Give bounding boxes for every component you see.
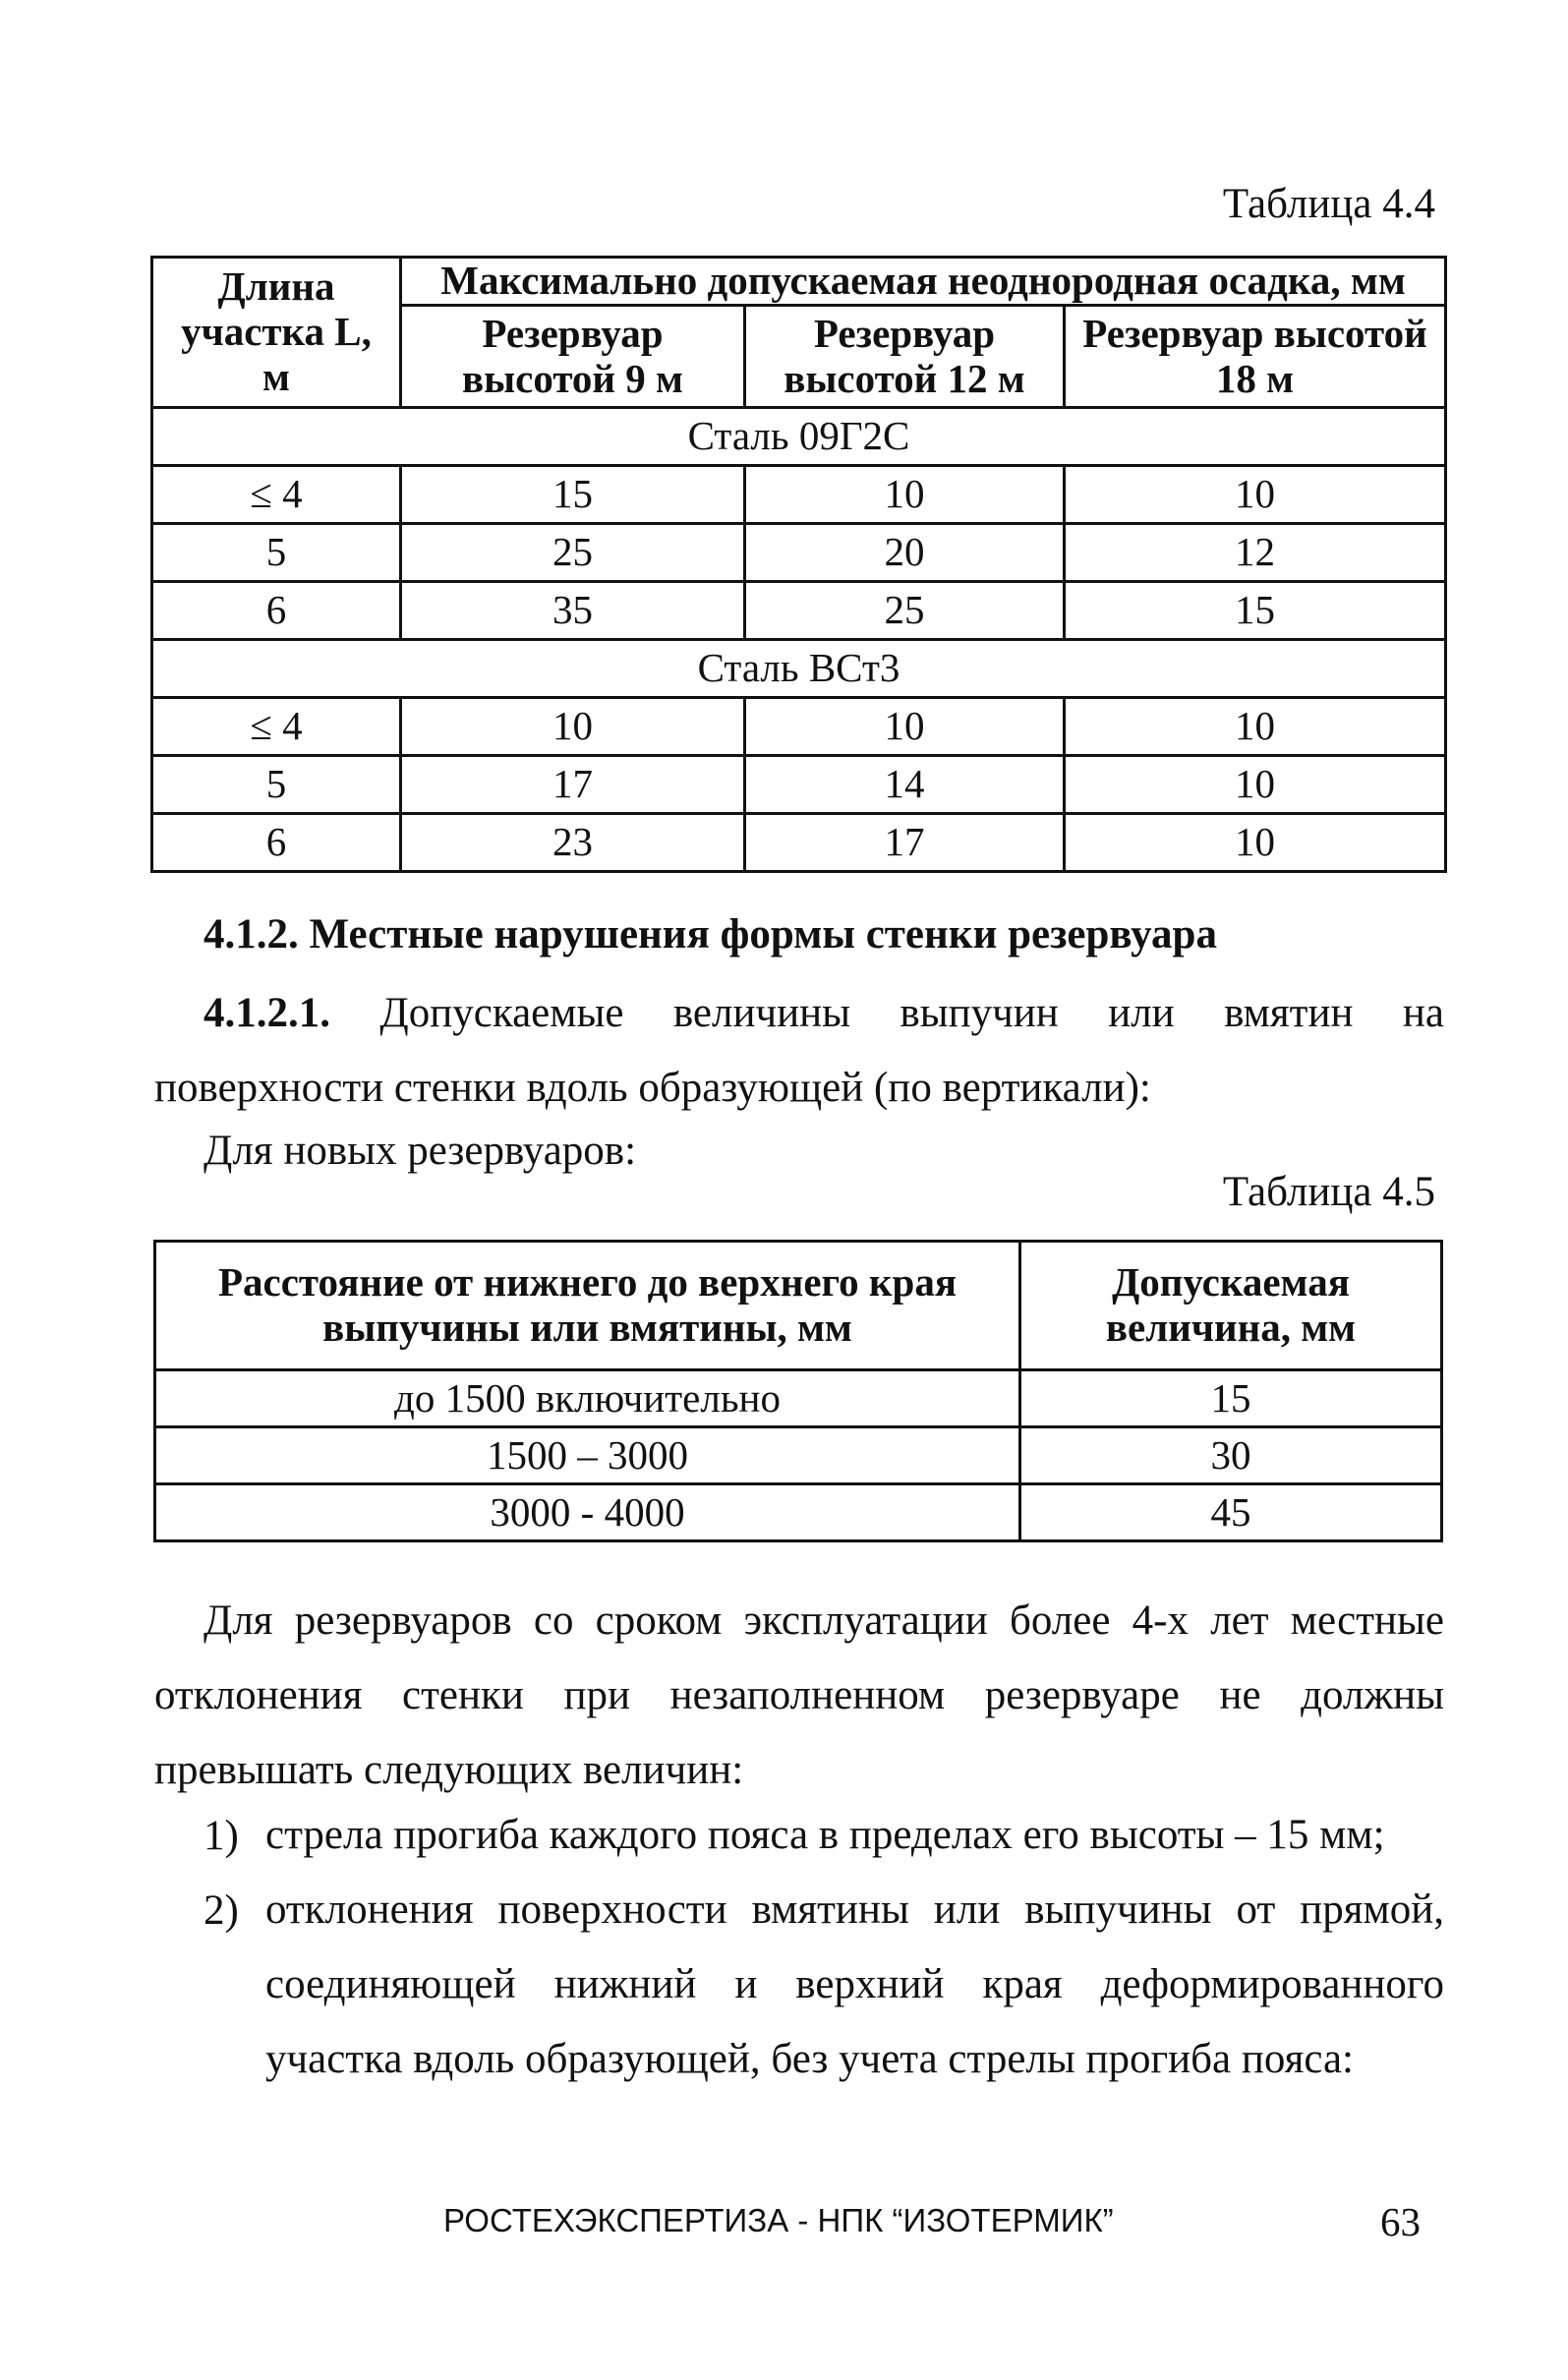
table-cell: 5 bbox=[152, 756, 401, 814]
table-cell: 10 bbox=[1065, 698, 1446, 756]
table-4-5-value-header: Допускаемая величина, мм bbox=[1020, 1242, 1442, 1370]
table-cell: 17 bbox=[401, 756, 745, 814]
table-4-4-section-title: Сталь ВСт3 bbox=[152, 640, 1446, 698]
table-row bbox=[152, 756, 1446, 814]
new-tanks-label: Для новых резервуаров: bbox=[203, 1128, 637, 1174]
table-cell: 25 bbox=[745, 582, 1065, 640]
table-cell: 12 bbox=[1065, 524, 1446, 582]
table-4-4 bbox=[150, 256, 1447, 873]
table-cell: 14 bbox=[745, 756, 1065, 814]
clause-paragraph bbox=[154, 976, 1444, 1126]
list-item-number: 2) bbox=[203, 1887, 239, 1934]
old-tanks-paragraph: Для резервуаров со сроком эксплуатации более 4-х лет местные отклонения стенки при незаполненном резервуаре не должны превышать следующих величин: bbox=[154, 1597, 1444, 1793]
table-4-5 bbox=[153, 1240, 1443, 1542]
table-cell: 25 bbox=[401, 524, 745, 582]
table-cell: 10 bbox=[1065, 756, 1446, 814]
table-cell: 5 bbox=[152, 524, 401, 582]
table-cell: 6 bbox=[152, 582, 401, 640]
table-cell: 20 bbox=[745, 524, 1065, 582]
table-cell: 30 bbox=[1020, 1427, 1442, 1484]
table-4-4-subheader: Резервуар высотой 18 м bbox=[1065, 306, 1446, 408]
table-row bbox=[152, 524, 1446, 582]
table-4-4-section-title: Сталь 09Г2С bbox=[152, 408, 1446, 466]
table-row bbox=[152, 698, 1446, 756]
table-4-5-caption: Таблица 4.5 bbox=[1222, 1169, 1435, 1215]
table-cell: 10 bbox=[745, 466, 1065, 524]
table-4-4-subheader: Резервуар высотой 12 м bbox=[745, 306, 1065, 408]
footer-text: РОСТЕХЭКСПЕРТИЗА - НПК “ИЗОТЕРМИК” bbox=[443, 2202, 1114, 2238]
table-cell: 10 bbox=[401, 698, 745, 756]
table-4-4-subheader: Резервуар высотой 9 м bbox=[401, 306, 745, 408]
section-heading: 4.1.2. Местные нарушения формы стенки резервуара bbox=[203, 911, 1217, 958]
table-cell: 1500 – 3000 bbox=[155, 1427, 1020, 1484]
clause-text: Допускаемые величины выпучин или вмятин на поверхности стенки вдоль образующей (по вертикали): bbox=[154, 990, 1444, 1111]
table-4-5-distance-header: Расстояние от нижнего до верхнего края выпучины или вмятины, мм bbox=[155, 1242, 1020, 1370]
table-cell: 10 bbox=[1065, 814, 1446, 872]
table-cell: 15 bbox=[401, 466, 745, 524]
table-cell: 17 bbox=[745, 814, 1065, 872]
list-item: стрела прогиба каждого пояса в пределах его высоты – 15 мм; bbox=[265, 1812, 1385, 1858]
table-cell: 6 bbox=[152, 814, 401, 872]
table-cell: 10 bbox=[745, 698, 1065, 756]
list-item: отклонения поверхности вмятины или выпучины от прямой, соединяющей нижний и верхний края деформированного участка вдоль образующей, без учета стрелы прогиба пояса: bbox=[265, 1887, 1444, 2082]
table-cell: до 1500 включительно bbox=[155, 1370, 1020, 1427]
table-cell: 35 bbox=[401, 582, 745, 640]
table-4-4-caption: Таблица 4.4 bbox=[1222, 181, 1435, 227]
list-item-number: 1) bbox=[203, 1813, 239, 1859]
table-cell: ≤ 4 bbox=[152, 698, 401, 756]
table-4-4-length-header: Длина участка L, м bbox=[152, 258, 401, 408]
table-row bbox=[152, 814, 1446, 872]
table-cell: 15 bbox=[1020, 1370, 1442, 1427]
page-number: 63 bbox=[1380, 2199, 1421, 2244]
table-row bbox=[155, 1427, 1442, 1484]
table-cell: 10 bbox=[1065, 466, 1446, 524]
table-row bbox=[155, 1370, 1442, 1427]
table-cell: 3000 - 4000 bbox=[155, 1484, 1020, 1541]
table-cell: 45 bbox=[1020, 1484, 1442, 1541]
table-cell: 23 bbox=[401, 814, 745, 872]
table-4-4-group-header: Максимально допускаемая неоднородная осадка, мм bbox=[401, 258, 1446, 306]
table-cell: 15 bbox=[1065, 582, 1446, 640]
table-row bbox=[155, 1484, 1442, 1541]
table-row bbox=[152, 582, 1446, 640]
table-cell: ≤ 4 bbox=[152, 466, 401, 524]
clause-number: 4.1.2.1. bbox=[203, 990, 330, 1036]
table-row bbox=[152, 466, 1446, 524]
